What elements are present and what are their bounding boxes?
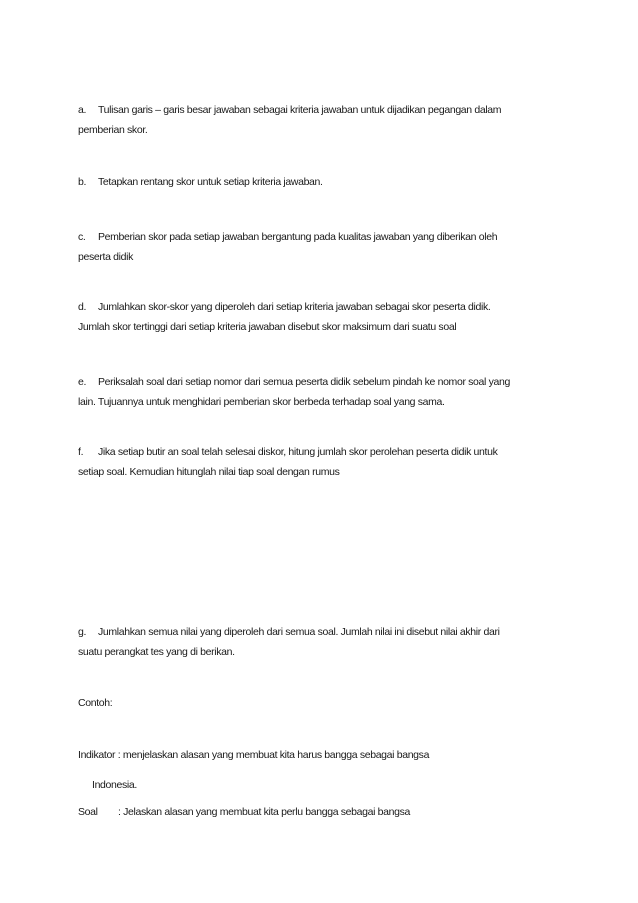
item-marker: f. xyxy=(78,446,84,458)
item-marker: a. xyxy=(78,104,87,116)
question-block xyxy=(78,802,578,822)
list-item-e xyxy=(78,372,578,412)
example-heading: Contoh: xyxy=(78,697,113,709)
indicator-block xyxy=(78,745,578,765)
list-item-a xyxy=(78,100,578,140)
list-item-b xyxy=(78,172,578,192)
list-item-g xyxy=(78,622,578,662)
question-label: Soal xyxy=(78,806,98,818)
indicator-continuation xyxy=(78,775,578,795)
item-text-line: suatu perangkat tes yang di berikan. xyxy=(78,646,235,658)
list-item-c xyxy=(78,227,578,267)
item-text-line: lain. Tujuannya untuk menghidari pemberian skor berbeda terhadap soal yang sama. xyxy=(78,396,445,408)
item-text-line: Periksalah soal dari setiap nomor dari semua peserta didik sebelum pindah ke nomor soal yang xyxy=(98,376,510,388)
item-text-line: Pemberian skor pada setiap jawaban bergantung pada kualitas jawaban yang diberikan oleh xyxy=(98,231,498,243)
item-text-line: setiap soal. Kemudian hitunglah nilai tiap soal dengan rumus xyxy=(78,466,340,478)
item-text-line: pemberian skor. xyxy=(78,124,148,136)
item-text-line: Jika setiap butir an soal telah selesai diskor, hitung jumlah skor perolehan peserta didik untuk xyxy=(98,446,498,458)
question-text: : Jelaskan alasan yang membuat kita perlu bangga sebagai bangsa xyxy=(118,806,410,818)
item-marker: e. xyxy=(78,376,87,388)
item-text-line: Jumlahkan semua nilai yang diperoleh dari semua soal. Jumlah nilai ini disebut nilai akhir dari xyxy=(98,626,500,638)
item-text-line: peserta didik xyxy=(78,251,133,263)
indicator-text-line2: Indonesia. xyxy=(92,779,137,791)
item-text-line: Jumlahkan skor-skor yang diperoleh dari setiap kriteria jawaban sebagai skor peserta didik. xyxy=(98,301,491,313)
item-text-line: Jumlah skor tertinggi dari setiap kriteria jawaban disebut skor maksimum dari suatu soal xyxy=(78,321,457,333)
item-marker: c. xyxy=(78,231,86,243)
item-marker: b. xyxy=(78,176,87,188)
item-text-line: Tulisan garis – garis besar jawaban sebagai kriteria jawaban untuk dijadikan pegangan dalam xyxy=(98,104,502,116)
indicator-text: Indikator : menjelaskan alasan yang membuat kita harus bangga sebagai bangsa xyxy=(78,749,430,761)
item-text-line: Tetapkan rentang skor untuk setiap kriteria jawaban. xyxy=(98,176,323,188)
list-item-d xyxy=(78,297,578,337)
list-item-f xyxy=(78,442,578,482)
item-marker: d. xyxy=(78,301,87,313)
item-marker: g. xyxy=(78,626,87,638)
